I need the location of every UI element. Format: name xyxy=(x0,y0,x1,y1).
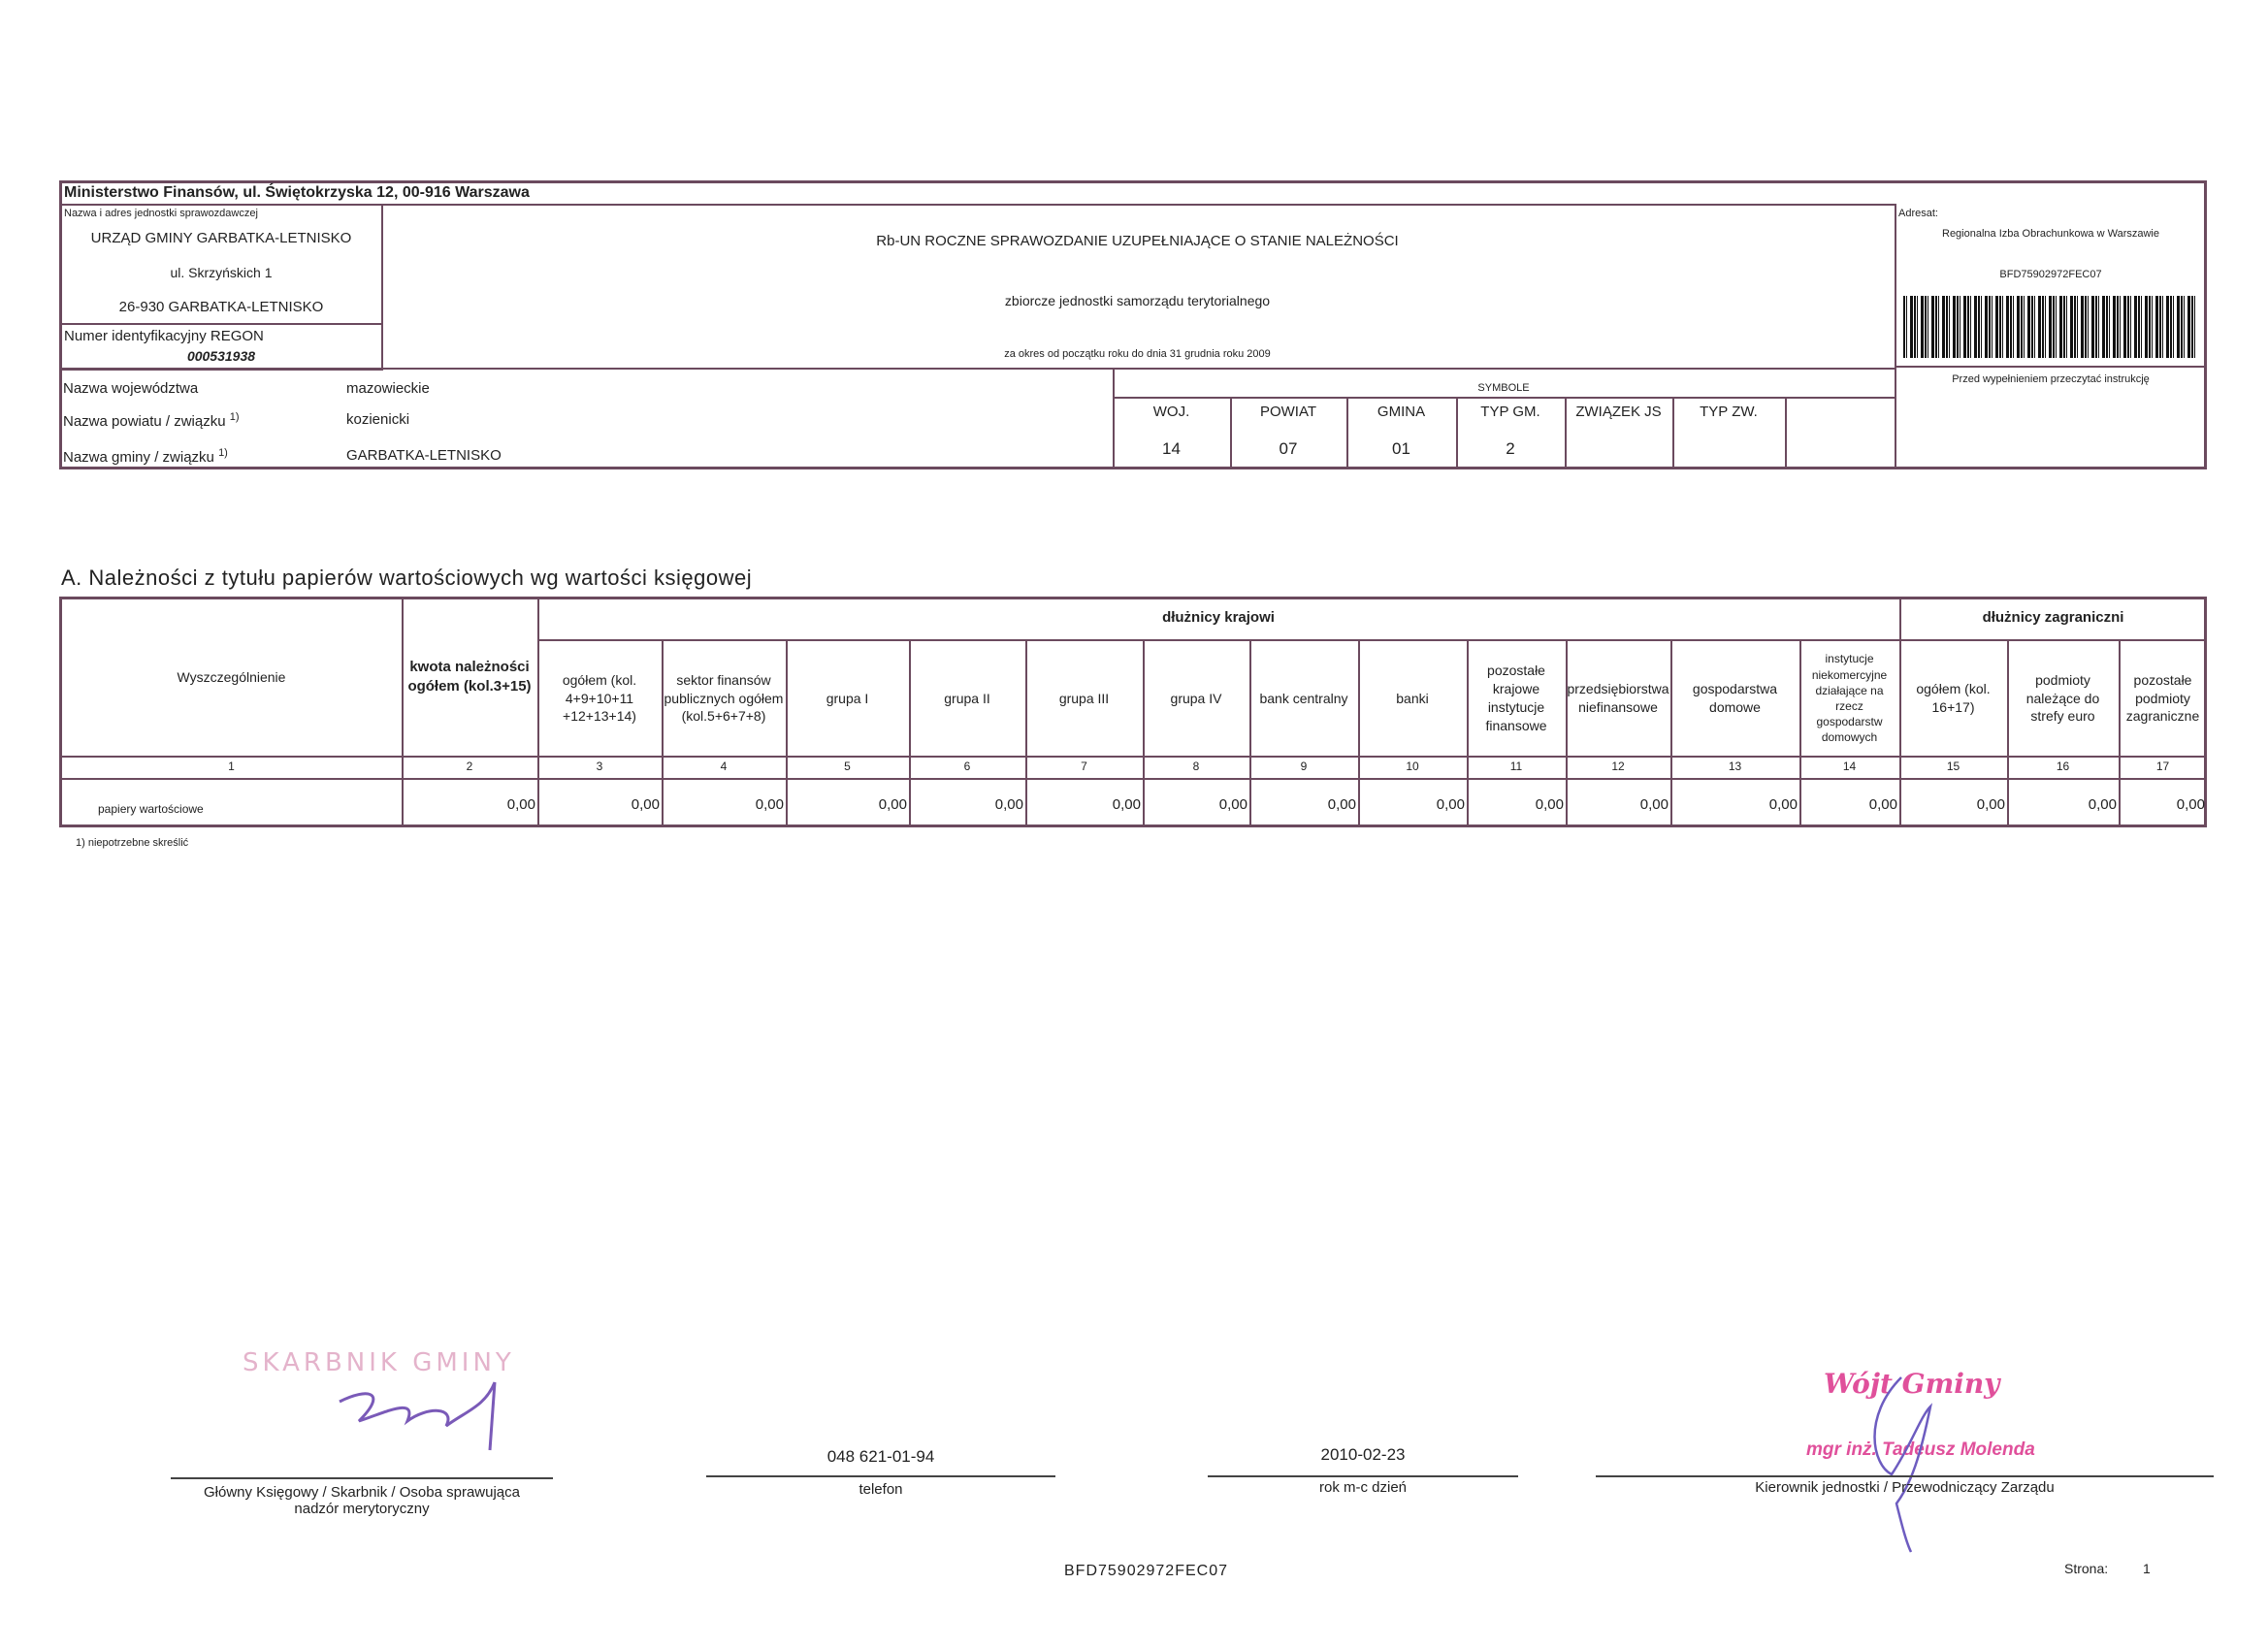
column-header: pozostałe podmioty zagraniczne xyxy=(2125,671,2200,725)
commune-footnote-mark: 1) xyxy=(218,447,228,459)
symbol-label: TYP GM. xyxy=(1480,404,1540,420)
row-value: 0,00 xyxy=(506,796,535,813)
voivodeship-value: mazowieckie xyxy=(346,380,430,397)
county-label xyxy=(63,411,240,430)
row-value: 0,00 xyxy=(994,796,1023,813)
group-domestic: dłużnicy krajowi xyxy=(1162,609,1275,626)
phone-label: telefon xyxy=(859,1481,903,1498)
page-number: 1 xyxy=(2143,1561,2151,1576)
column-header: ogółem (kol. 4+9+10+11 +12+13+14) xyxy=(562,671,637,725)
head-label: Kierownik jednostki / Przewodniczący Zarządu xyxy=(1755,1479,2055,1496)
column-header: pozostałe krajowe instytucje finansowe xyxy=(1485,663,1547,733)
column-number: 2 xyxy=(466,760,473,773)
row-value: 0,00 xyxy=(1976,796,2005,813)
section-a-title: A. Należności z tytułu papierów wartościowych wg wartości księgowej xyxy=(61,566,753,590)
header-bottom-line xyxy=(61,756,2205,758)
skarbnik-stamp: SKARBNIK GMINY xyxy=(243,1348,515,1377)
row-value: 0,00 xyxy=(878,796,907,813)
symbol-label: WOJ. xyxy=(1152,404,1190,420)
report-subtitle: zbiorcze jednostki samorządu terytorialnego xyxy=(1004,293,1271,308)
row-value: 0,00 xyxy=(2176,796,2205,813)
date-label: rok m-c dzień xyxy=(1318,1479,1408,1496)
column-number: 4 xyxy=(720,760,728,773)
row-value: 0,00 xyxy=(1639,796,1669,813)
county-footnote-mark: 1) xyxy=(229,411,240,423)
column-header: przedsiębiorstwa niefinansowe xyxy=(1567,681,1669,715)
report-title: Rb-UN ROCZNE SPRAWOZDANIE UZUPEŁNIAJĄCE O STANIE NALEŻNOŚCI xyxy=(876,233,1399,249)
regon-label: Numer identyfikacyjny REGON xyxy=(64,328,264,344)
unit-street: ul. Skrzyńskich 1 xyxy=(170,265,273,280)
column-number: 3 xyxy=(596,760,603,773)
commune-value: GARBATKA-LETNISKO xyxy=(346,447,502,464)
commune-label-text: Nazwa gminy / związku xyxy=(63,449,214,466)
symbols-title: SYMBOLE xyxy=(1477,382,1530,394)
row-value: 0,00 xyxy=(1112,796,1141,813)
commune-label xyxy=(63,447,228,466)
accountant-line xyxy=(171,1477,553,1479)
addressee-label: Adresat: xyxy=(1898,208,1938,219)
column-number: 7 xyxy=(1081,760,1087,773)
page-label: Strona: xyxy=(2064,1561,2109,1576)
accountant-label: Główny Księgowy / Skarbnik / Osoba sprawująca nadzór merytoryczny xyxy=(204,1484,520,1517)
column-number: 12 xyxy=(1611,760,1625,773)
regon-value: 000531938 xyxy=(186,348,256,364)
column-number: 17 xyxy=(2155,760,2170,773)
addressee-name: Regionalna Izba Obrachunkowa w Warszawie xyxy=(1942,228,2159,240)
symbol-value: 07 xyxy=(1279,439,1298,458)
column-number: 11 xyxy=(1509,760,1523,773)
row-value: 0,00 xyxy=(631,796,660,813)
phone-line xyxy=(706,1475,1055,1477)
symbol-cell xyxy=(1785,399,1896,467)
column-header: grupa III xyxy=(1058,690,1110,706)
row-value: 0,00 xyxy=(1218,796,1247,813)
column-header: grupa II xyxy=(944,690,990,706)
mayor-stamp-name: mgr inż. Tadeusz Molenda xyxy=(1806,1439,2035,1460)
addressee-code: BFD75902972FEC07 xyxy=(1999,269,2102,280)
symbol-label: ZWIĄZEK JS xyxy=(1575,404,1662,420)
symbol-value: 14 xyxy=(1162,439,1181,458)
row-label: papiery wartościowe xyxy=(98,802,204,816)
barcode-divider xyxy=(1895,366,2207,368)
column-header: podmioty należące do strefy euro xyxy=(2025,671,2100,725)
row-value: 0,00 xyxy=(755,796,784,813)
column-header: gospodarstwa domowe xyxy=(1692,681,1778,715)
column-header: ogółem (kol. 16+17) xyxy=(1916,681,1991,715)
barcode-image xyxy=(1903,296,2198,358)
column-number: 10 xyxy=(1406,760,1419,773)
column-number: 14 xyxy=(1842,760,1857,773)
column-number: 15 xyxy=(1946,760,1960,773)
symbol-value: 2 xyxy=(1506,439,1515,458)
column-number: 16 xyxy=(2056,760,2070,773)
column-header: Wyszczególnienie xyxy=(177,668,286,685)
symbol-label: POWIAT xyxy=(1259,404,1317,420)
column-number: 8 xyxy=(1192,760,1200,773)
head-line xyxy=(1596,1475,2214,1477)
phone-value: 048 621-01-94 xyxy=(826,1447,935,1466)
row-value: 0,00 xyxy=(1436,796,1465,813)
column-number: 13 xyxy=(1728,760,1742,773)
footnote: 1) niepotrzebne skreślić xyxy=(76,837,189,849)
group-foreign: dłużnicy zagraniczni xyxy=(1982,609,2124,626)
numbers-bottom-line xyxy=(61,778,2205,780)
date-value: 2010-02-23 xyxy=(1320,1445,1406,1464)
date-line xyxy=(1208,1475,1518,1477)
column-header: sektor finansów publicznych ogółem (kol.5+6+7+8) xyxy=(664,671,784,725)
county-label-text: Nazwa powiatu / związku xyxy=(63,413,226,430)
unit-caption: Nazwa i adres jednostki sprawozdawczej xyxy=(64,208,258,219)
column-header: kwota należności ogółem (kol.3+15) xyxy=(407,658,532,695)
ministry-line: Ministerstwo Finansów, ul. Świętokrzyska 12, 00-916 Warszawa xyxy=(64,184,530,201)
report-period: za okres od początku roku do dnia 31 grudnia roku 2009 xyxy=(1004,348,1271,360)
row-value: 0,00 xyxy=(1868,796,1897,813)
column-header: grupa IV xyxy=(1170,690,1222,706)
voivodeship-label: Nazwa województwa xyxy=(63,380,199,397)
symbol-label: GMINA xyxy=(1377,404,1426,420)
row-value: 0,00 xyxy=(1768,796,1798,813)
column-header: grupa I xyxy=(826,690,869,706)
column-number: 6 xyxy=(963,760,971,773)
unit-city: 26-930 GARBATKA-LETNISKO xyxy=(118,299,324,315)
county-value: kozienicki xyxy=(346,411,410,428)
column-number: 1 xyxy=(228,760,235,773)
column-header: instytucje niekomercyjne działające na rzecz gospodarstw domowych xyxy=(1811,652,1888,745)
head-signature xyxy=(1843,1358,1950,1562)
accountant-signature xyxy=(330,1368,524,1455)
symbol-value: 01 xyxy=(1392,439,1410,458)
row-value: 0,00 xyxy=(1535,796,1564,813)
row-value: 0,00 xyxy=(1327,796,1356,813)
unit-name: URZĄD GMINY GARBATKA-LETNISKO xyxy=(90,230,352,246)
column-number: 5 xyxy=(844,760,851,773)
instruction-note: Przed wypełnieniem przeczytać instrukcję xyxy=(1952,373,2150,385)
mayor-stamp-title: Wójt Gminy xyxy=(1824,1368,2000,1400)
symbol-label: TYP ZW. xyxy=(1700,404,1758,420)
column-header: banki xyxy=(1396,690,1429,706)
row-value: 0,00 xyxy=(2088,796,2117,813)
footer-doc-code: BFD75902972FEC07 xyxy=(1064,1563,1228,1579)
column-header: bank centralny xyxy=(1259,690,1348,706)
column-number: 9 xyxy=(1300,760,1308,773)
